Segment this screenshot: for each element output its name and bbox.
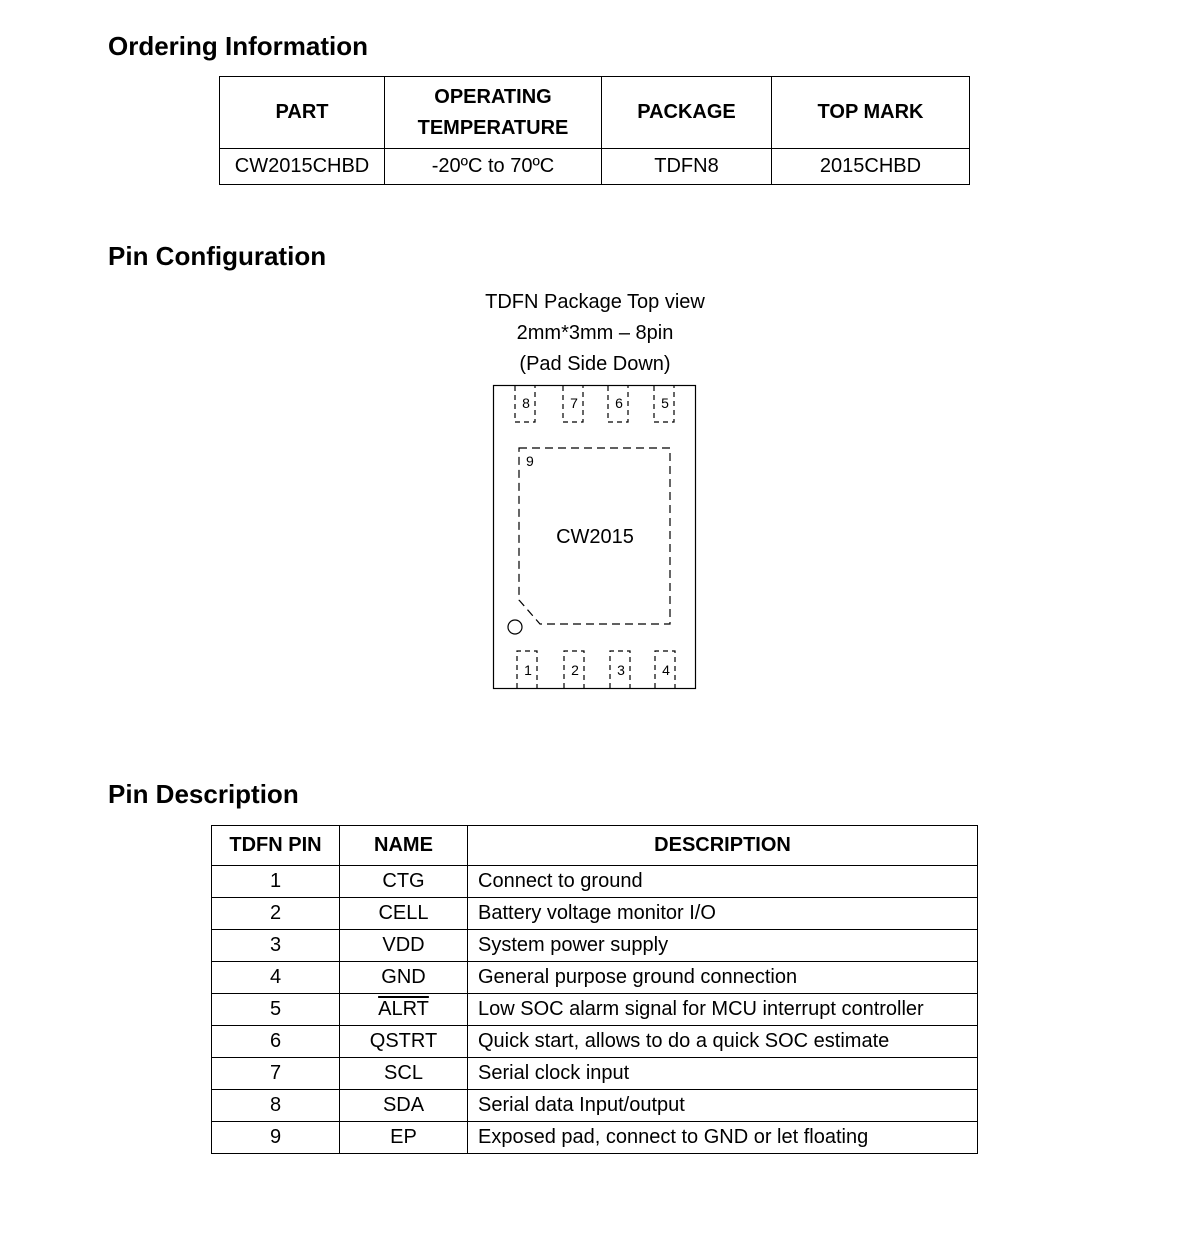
pin-label-6: 6: [615, 395, 623, 411]
pin-name: VDD: [340, 930, 468, 962]
table-row: [212, 898, 978, 930]
table-row: [212, 930, 978, 962]
pin-name: GND: [340, 962, 468, 994]
pin-name: QSTRT: [340, 1026, 468, 1058]
header-description: DESCRIPTION: [468, 826, 978, 866]
chip-label: CW2015: [556, 526, 634, 548]
pin-description: General purpose ground connection: [468, 962, 978, 994]
header-package: PACKAGE: [602, 77, 772, 149]
pin-label-5: 5: [661, 395, 669, 411]
diagram-caption-line3: (Pad Side Down): [519, 353, 671, 375]
pin-name-alrt-overlined: ALRT: [378, 998, 429, 1020]
table-row: [212, 962, 978, 994]
table-row: [212, 1122, 978, 1154]
header-top-mark: TOP MARK: [772, 77, 970, 149]
diagram-caption-line2: 2mm*3mm – 8pin: [516, 322, 674, 344]
pin-label-2: 2: [571, 662, 579, 678]
pin-description-table: [211, 825, 978, 1154]
pin-description: System power supply: [468, 930, 978, 962]
pin-number: 2: [212, 898, 340, 930]
pin-table-header-row: [212, 826, 978, 866]
table-row: [212, 1058, 978, 1090]
pin-name: [340, 994, 468, 1026]
table-row: [212, 994, 978, 1026]
pin-name: CTG: [340, 866, 468, 898]
pin-description-heading: Pin Description: [108, 779, 299, 809]
pin-number: 7: [212, 1058, 340, 1090]
header-temp-line1: OPERATING: [434, 85, 552, 108]
header-tdfn-pin: TDFN PIN: [212, 826, 340, 866]
pin-number: 5: [212, 994, 340, 1026]
pin-number: 8: [212, 1090, 340, 1122]
pin-number: 3: [212, 930, 340, 962]
pin-number: 1: [212, 866, 340, 898]
cell-package: TDFN8: [602, 149, 772, 185]
pin-description: Connect to ground: [468, 866, 978, 898]
header-operating-temperature: [385, 77, 602, 149]
table-row: [212, 1026, 978, 1058]
table-row: [212, 866, 978, 898]
pin-config-heading: Pin Configuration: [108, 241, 327, 271]
pin-name: CELL: [340, 898, 468, 930]
header-name: NAME: [340, 826, 468, 866]
pin-description: Serial data Input/output: [468, 1090, 978, 1122]
header-part: PART: [220, 77, 385, 149]
pin-description: Exposed pad, connect to GND or let floating: [468, 1122, 978, 1154]
pin-number: 9: [212, 1122, 340, 1154]
pin-name: EP: [340, 1122, 468, 1154]
pin-label-3: 3: [617, 662, 625, 678]
ordering-heading: Ordering Information: [108, 31, 368, 61]
pin-description: Battery voltage monitor I/O: [468, 898, 978, 930]
pin-label-4: 4: [662, 662, 670, 678]
pin-description: Quick start, allows to do a quick SOC estimate: [468, 1026, 978, 1058]
pin-number: 4: [212, 962, 340, 994]
pin-label-7: 7: [570, 395, 578, 411]
cell-top-mark: 2015CHBD: [772, 149, 970, 185]
pin-description: Serial clock input: [468, 1058, 978, 1090]
pin-label-1: 1: [524, 662, 532, 678]
package-diagram: [480, 380, 710, 700]
cell-temperature: -20ºC to 70ºC: [385, 149, 602, 185]
header-temp-line2: TEMPERATURE: [417, 116, 569, 139]
diagram-caption-line1: TDFN Package Top view: [485, 291, 705, 313]
pin-number: 6: [212, 1026, 340, 1058]
pin1-marker-circle: [508, 620, 522, 634]
pin-name: SDA: [340, 1090, 468, 1122]
pin-description: Low SOC alarm signal for MCU interrupt controller: [468, 994, 978, 1026]
ordering-table: [219, 76, 970, 185]
table-row: [212, 1090, 978, 1122]
ordering-row: [220, 149, 970, 185]
pin-name: SCL: [340, 1058, 468, 1090]
pad-label-9: 9: [526, 453, 534, 469]
cell-part: CW2015CHBD: [220, 149, 385, 185]
ordering-header-row: [220, 77, 970, 149]
pin-label-8: 8: [522, 395, 530, 411]
